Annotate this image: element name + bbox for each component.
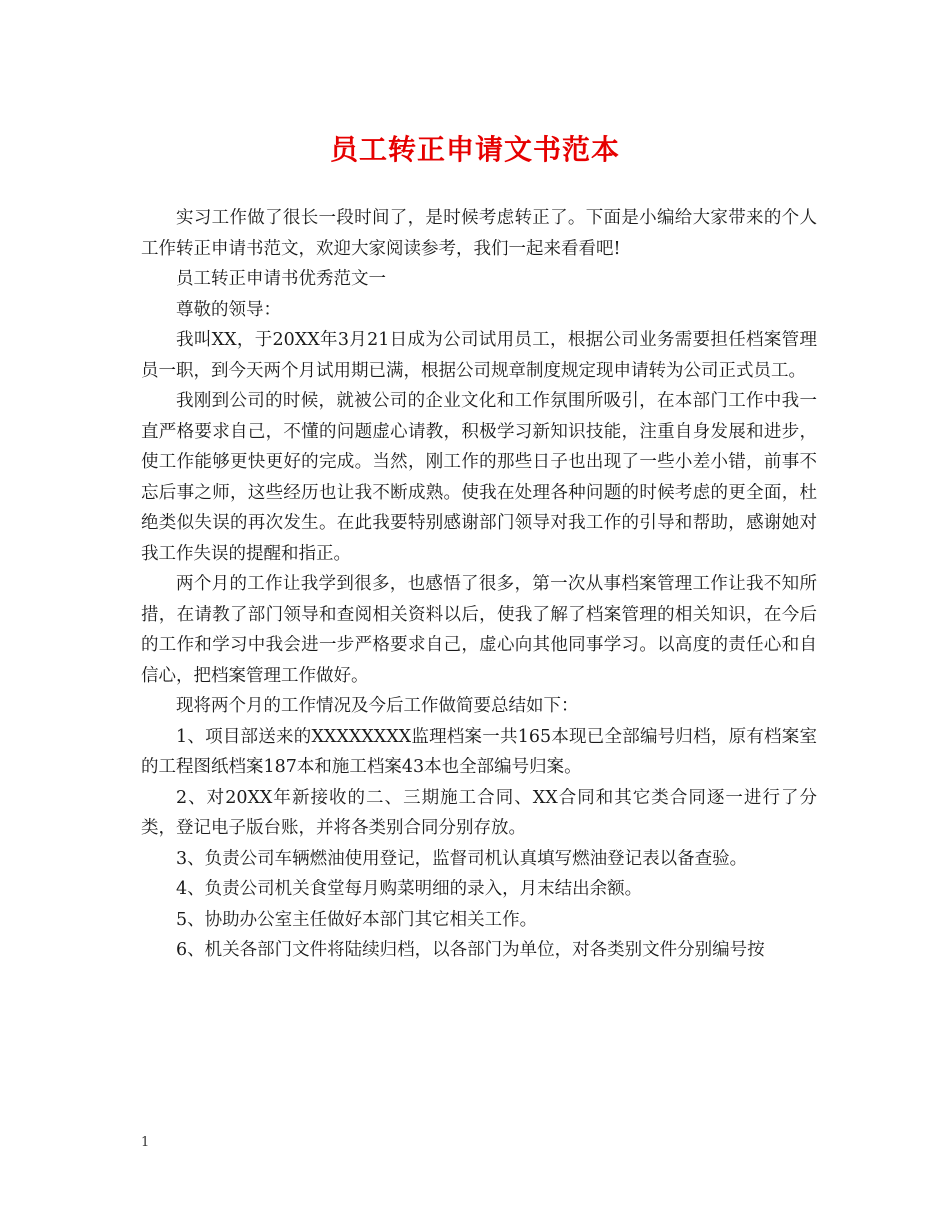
paragraph: 我刚到公司的时候，就被公司的企业文化和工作氛围所吸引，在本部门工作中我一直严格要求自己，不懂的问题虚心请教，积极学习新知识技能，注重自身发展和进步，使工作能够更快更好的完成。当然，刚工作的那些日子也出现了一些小差小错，前事不忘后事之师，这些经历也让我不断成熟。使我在处理各种问题的时候考虑的更全面，杜绝类似失误的再次发生。在此我要特别感谢部门领导对我工作的引导和帮助，感谢她对我工作失误的提醒和指正。	[141, 391, 817, 564]
list-item: 3、负责公司车辆燃油使用登记，监督司机认真填写燃油登记表以备查验。	[176, 848, 748, 869]
document-title: 员工转正申请文书范本	[329, 133, 620, 166]
list-item: 6、机关各部门文件将陆续归档，以各部门为单位，对各类别文件分别编号按	[176, 940, 765, 960]
paragraph: 我叫XX，于20XX年3月21日成为公司试用员工，根据公司业务需要担任档案管理员一职，到今天两个月试用期已满，根据公司规章制度规定现申请转为公司正式员工。	[141, 330, 817, 381]
paragraph-subheading: 员工转正申请书优秀范文一	[176, 269, 386, 289]
list-item: 4、负责公司机关食堂每月购菜明细的录入，月末结出余额。	[176, 879, 643, 899]
paragraph: 两个月的工作让我学到很多，也感悟了很多，第一次从事档案管理工作让我不知所措，在请教了部门领导和查阅相关资料以后，使我了解了档案管理的相关知识，在今后的工作和学习中我会进一步严格要求自己，虚心向其他同事学习。以高度的责任心和自信心，把档案管理工作做好。	[141, 574, 817, 686]
list-item: 2、对20XX年新接收的二、三期施工合同、XX合同和其它类合同逐一进行了分类，登记电子版台账，并将各类别合同分别存放。	[141, 787, 817, 838]
list-item: 1、项目部送来的XXXXXXXX监理档案一共165本现已全部编号归档，原有档案室的工程图纸档案187本和施工档案43本也全部编号归案。	[141, 726, 817, 777]
page-number: 1	[141, 1135, 150, 1150]
document-body	[141, 203, 817, 966]
list-item: 5、协助办公室主任做好本部门其它相关工作。	[176, 909, 538, 930]
paragraph-salutation: 尊敬的领导：	[176, 299, 281, 320]
paragraph-intro: 实习工作做了很长一段时间了，是时候考虑转正了。下面是小编给大家带来的个人工作转正申请书范文，欢迎大家阅读参考，我们一起来看看吧!	[141, 208, 817, 259]
paragraph: 现将两个月的工作情况及今后工作做简要总结如下：	[176, 696, 579, 716]
